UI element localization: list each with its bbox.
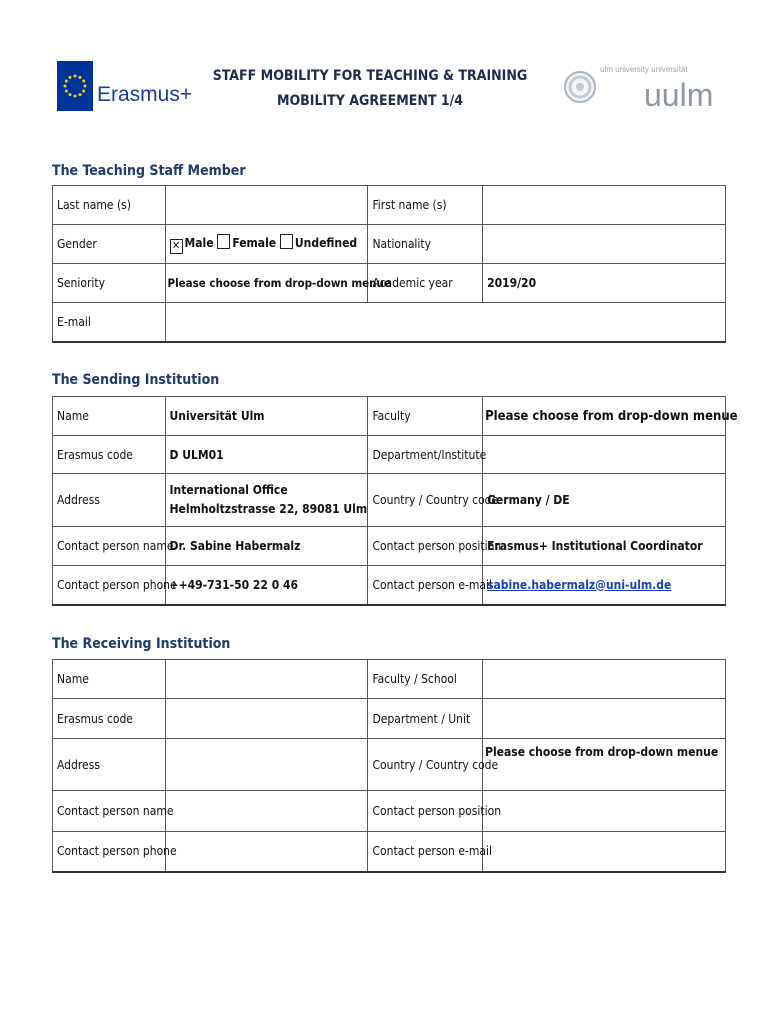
receiving-erasmus-code-field[interactable]: [165, 699, 368, 739]
svg-text:uulm: uulm: [644, 77, 714, 113]
gender-male-label: Male: [184, 236, 214, 250]
receiving-contact-phone-field[interactable]: [165, 832, 368, 872]
receiving-faculty-label: Faculty / School: [368, 660, 483, 699]
academic-year-label: Academic year: [368, 264, 483, 303]
email-label: E-mail: [53, 303, 166, 342]
first-name-label: First name (s): [368, 186, 483, 225]
seniority-dropdown[interactable]: Please choose from drop-down menue: [165, 264, 368, 303]
sending-country-label: Country / Country code: [368, 474, 483, 527]
gender-undefined-checkbox[interactable]: [280, 234, 293, 249]
receiving-department-field[interactable]: [483, 699, 726, 739]
gender-label: Gender: [53, 225, 166, 264]
eu-star: [74, 95, 77, 98]
receiving-contact-email-field[interactable]: [483, 832, 726, 872]
erasmus-plus-logo: [57, 61, 193, 111]
eu-star: [82, 80, 85, 83]
receiving-name-label: Name: [53, 660, 166, 699]
nationality-field[interactable]: [483, 225, 726, 264]
receiving-department-label: Department / Unit: [368, 699, 483, 739]
title-line-1: STAFF MOBILITY FOR TEACHING & TRAINING: [212, 68, 528, 84]
eu-star: [74, 75, 77, 78]
section-heading-receiving: The Receiving Institution: [52, 636, 231, 652]
receiving-address-field[interactable]: [165, 739, 368, 791]
receiving-name-field[interactable]: [165, 660, 368, 699]
receiving-contact-phone-label: Contact person phone: [53, 832, 166, 872]
seniority-label: Seniority: [53, 264, 166, 303]
sending-contact-email-link[interactable]: sabine.habermalz@uni-ulm.de: [487, 577, 672, 592]
sending-contact-email-label: Contact person e-mail: [368, 566, 483, 605]
eu-star: [65, 80, 68, 83]
nationality-label: Nationality: [368, 225, 483, 264]
receiving-contact-position-field[interactable]: [483, 791, 726, 832]
sending-address-field[interactable]: [165, 474, 368, 527]
sending-contact-phone-field[interactable]: ++49-731-50 22 0 46: [165, 566, 368, 605]
staff-table: [52, 185, 726, 343]
sending-contact-position-field[interactable]: Erasmus+ Institutional Coordinator: [483, 527, 726, 566]
svg-text:ulm university universität: ulm university universität: [600, 65, 688, 74]
sending-table: [52, 396, 738, 606]
receiving-contact-name-label: Contact person name: [53, 791, 166, 832]
receiving-erasmus-code-label: Erasmus code: [53, 699, 166, 739]
eu-star: [79, 93, 82, 96]
receiving-contact-email-label: Contact person e-mail: [368, 832, 483, 872]
gender-male-checkbox[interactable]: ✕: [170, 239, 183, 254]
sending-contact-phone-label: Contact person phone: [53, 566, 166, 605]
sending-erasmus-code-label: Erasmus code: [53, 436, 166, 474]
eu-star: [84, 85, 87, 88]
svg-text:Erasmus+: Erasmus+: [97, 83, 193, 106]
sending-name-field[interactable]: Universität Ulm: [165, 397, 368, 436]
gender-female-checkbox[interactable]: [217, 234, 230, 249]
sending-department-field[interactable]: [483, 436, 726, 474]
eu-star: [79, 76, 82, 79]
uulm-logo: [560, 58, 714, 116]
sending-contact-position-label: Contact person position: [368, 527, 483, 566]
email-field[interactable]: [165, 303, 725, 342]
gender-undefined-label: Undefined: [294, 236, 358, 250]
sending-contact-name-field[interactable]: Dr. Sabine Habermalz: [165, 527, 368, 566]
receiving-faculty-field[interactable]: [483, 660, 726, 699]
sending-country-field[interactable]: Germany / DE: [483, 474, 726, 527]
title-line-2: MOBILITY AGREEMENT 1/4: [276, 93, 464, 109]
sending-address-line-1: International Office: [169, 483, 288, 497]
eu-star: [82, 90, 85, 93]
sending-department-label: Department/Institute: [368, 436, 483, 474]
page-title: [200, 64, 540, 114]
receiving-country-dropdown[interactable]: Please choose from drop-down menue: [483, 739, 726, 791]
eu-star: [64, 85, 67, 88]
sending-faculty-dropdown[interactable]: Please choose from drop-down menue: [483, 397, 726, 436]
receiving-contact-position-label: Contact person position: [368, 791, 483, 832]
sending-contact-name-label: Contact person name: [53, 527, 166, 566]
sending-address-label: Address: [53, 474, 166, 527]
academic-year-field[interactable]: 2019/20: [483, 264, 726, 303]
receiving-contact-name-field[interactable]: [165, 791, 368, 832]
last-name-field[interactable]: [165, 186, 368, 225]
sending-contact-email-field[interactable]: [483, 566, 726, 605]
gender-female-label: Female: [232, 236, 277, 250]
first-name-field[interactable]: [483, 186, 726, 225]
sending-address-line-2: Helmholtzstrasse 22, 89081 Ulm: [169, 502, 368, 516]
receiving-country-label: Country / Country code: [368, 739, 483, 791]
eu-star: [69, 93, 72, 96]
section-heading-sending: The Sending Institution: [52, 372, 220, 388]
section-heading-staff: The Teaching Staff Member: [52, 163, 246, 179]
last-name-label: Last name (s): [53, 186, 166, 225]
receiving-table: [52, 659, 726, 873]
sending-erasmus-code-field[interactable]: D ULM01: [165, 436, 368, 474]
eu-star: [65, 90, 68, 93]
gender-options: [165, 225, 368, 264]
sending-name-label: Name: [53, 397, 166, 436]
sending-faculty-label: Faculty: [368, 397, 483, 436]
receiving-address-label: Address: [53, 739, 166, 791]
eu-star: [69, 76, 72, 79]
